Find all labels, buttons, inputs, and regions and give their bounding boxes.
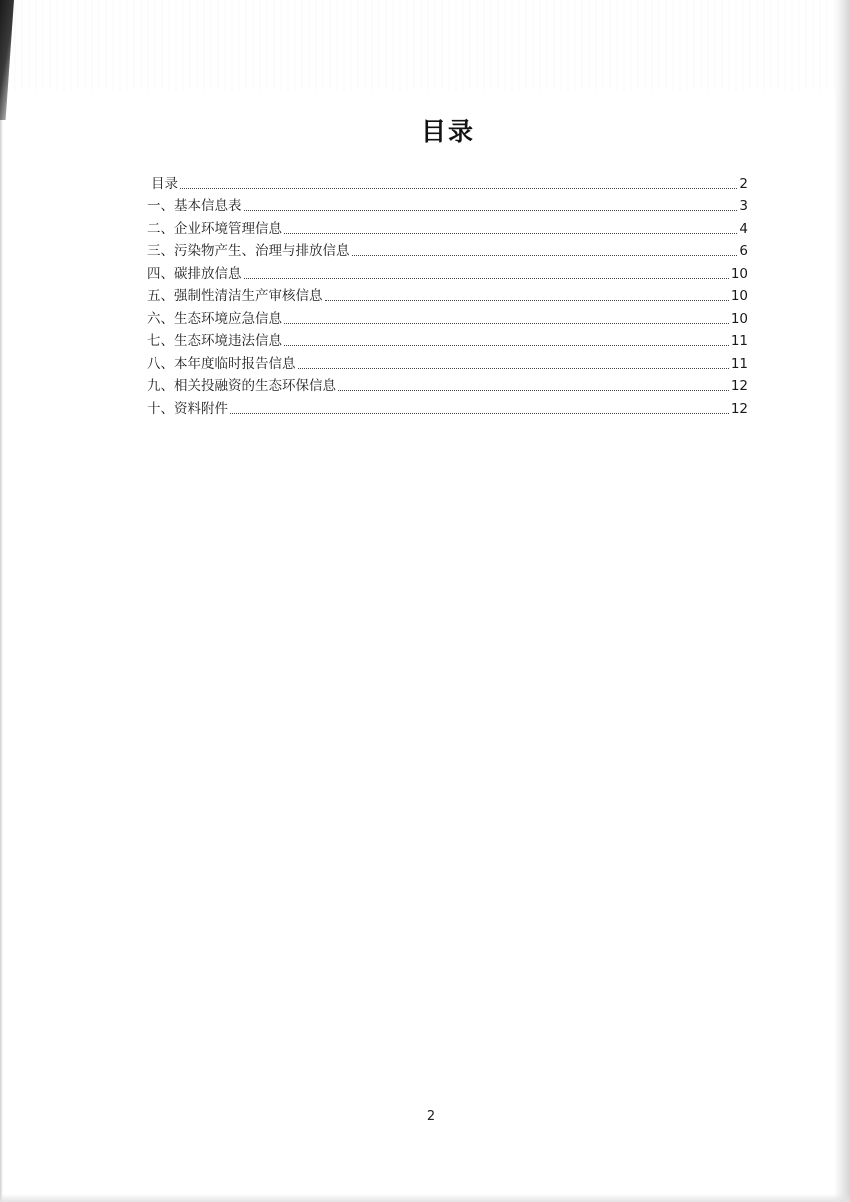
toc-entry-page: 3 [739,198,748,214]
toc-dot-leader [180,188,737,189]
toc-entry-label: 五、强制性清洁生产审核信息 [147,288,323,304]
toc-entry-page: 10 [730,310,748,327]
toc-entry-label: 八、本年度临时报告信息 [147,355,296,372]
toc-dot-leader [352,255,738,256]
scan-bottom-edge [0,1194,850,1202]
scan-right-edge [834,0,850,1202]
toc-dot-leader [298,368,729,369]
toc-entry-basic-info[interactable] [147,193,748,216]
scan-noise [0,0,850,90]
toc-entry-label: 一、基本信息表 [147,198,242,214]
scan-left-edge [0,120,3,1202]
toc-entry-temporary-reports[interactable] [147,350,748,373]
toc-dot-leader [244,210,738,211]
page-title: 目录 [420,117,475,146]
toc-entry-contents[interactable] [147,170,748,193]
toc-dot-leader [284,323,729,324]
toc-dot-leader [338,390,729,391]
toc-entry-page: 12 [730,400,748,417]
toc-entry-label: 七、生态环境违法信息 [147,333,282,349]
toc-entry-investment[interactable] [147,373,748,396]
toc-dot-leader [284,233,737,234]
toc-entry-label: 目录 [151,175,178,192]
toc-entry-clean-production[interactable] [147,283,748,306]
toc-dot-leader [284,345,729,346]
toc-entry-label: 二、企业环境管理信息 [147,220,282,237]
toc-entry-page: 11 [730,355,748,372]
toc-entry-page: 2 [739,175,748,192]
toc-dot-leader [230,413,729,414]
toc-dot-leader [244,278,729,279]
toc-entry-env-management[interactable] [147,215,748,238]
toc-entry-label: 十、资料附件 [147,400,228,417]
toc-entry-page: 11 [730,333,748,349]
toc-entry-emergency[interactable] [147,305,748,328]
page-number: 2 [426,1109,436,1124]
toc-entry-label: 六、生态环境应急信息 [147,310,282,327]
toc-entry-page: 12 [730,378,748,394]
toc-entry-label: 九、相关投融资的生态环保信息 [147,378,336,394]
toc-entry-label: 四、碳排放信息 [147,265,242,282]
toc-entry-page: 6 [739,243,748,259]
table-of-contents [147,170,748,418]
toc-entry-page: 10 [730,288,748,304]
toc-entry-attachments[interactable] [147,395,748,418]
toc-entry-pollutants[interactable] [147,238,748,261]
toc-entry-page: 4 [739,220,748,237]
toc-dot-leader [325,300,729,301]
toc-entry-page: 10 [730,265,748,282]
toc-entry-violations[interactable] [147,328,748,351]
toc-entry-carbon[interactable] [147,260,748,283]
toc-entry-label: 三、污染物产生、治理与排放信息 [147,243,350,259]
